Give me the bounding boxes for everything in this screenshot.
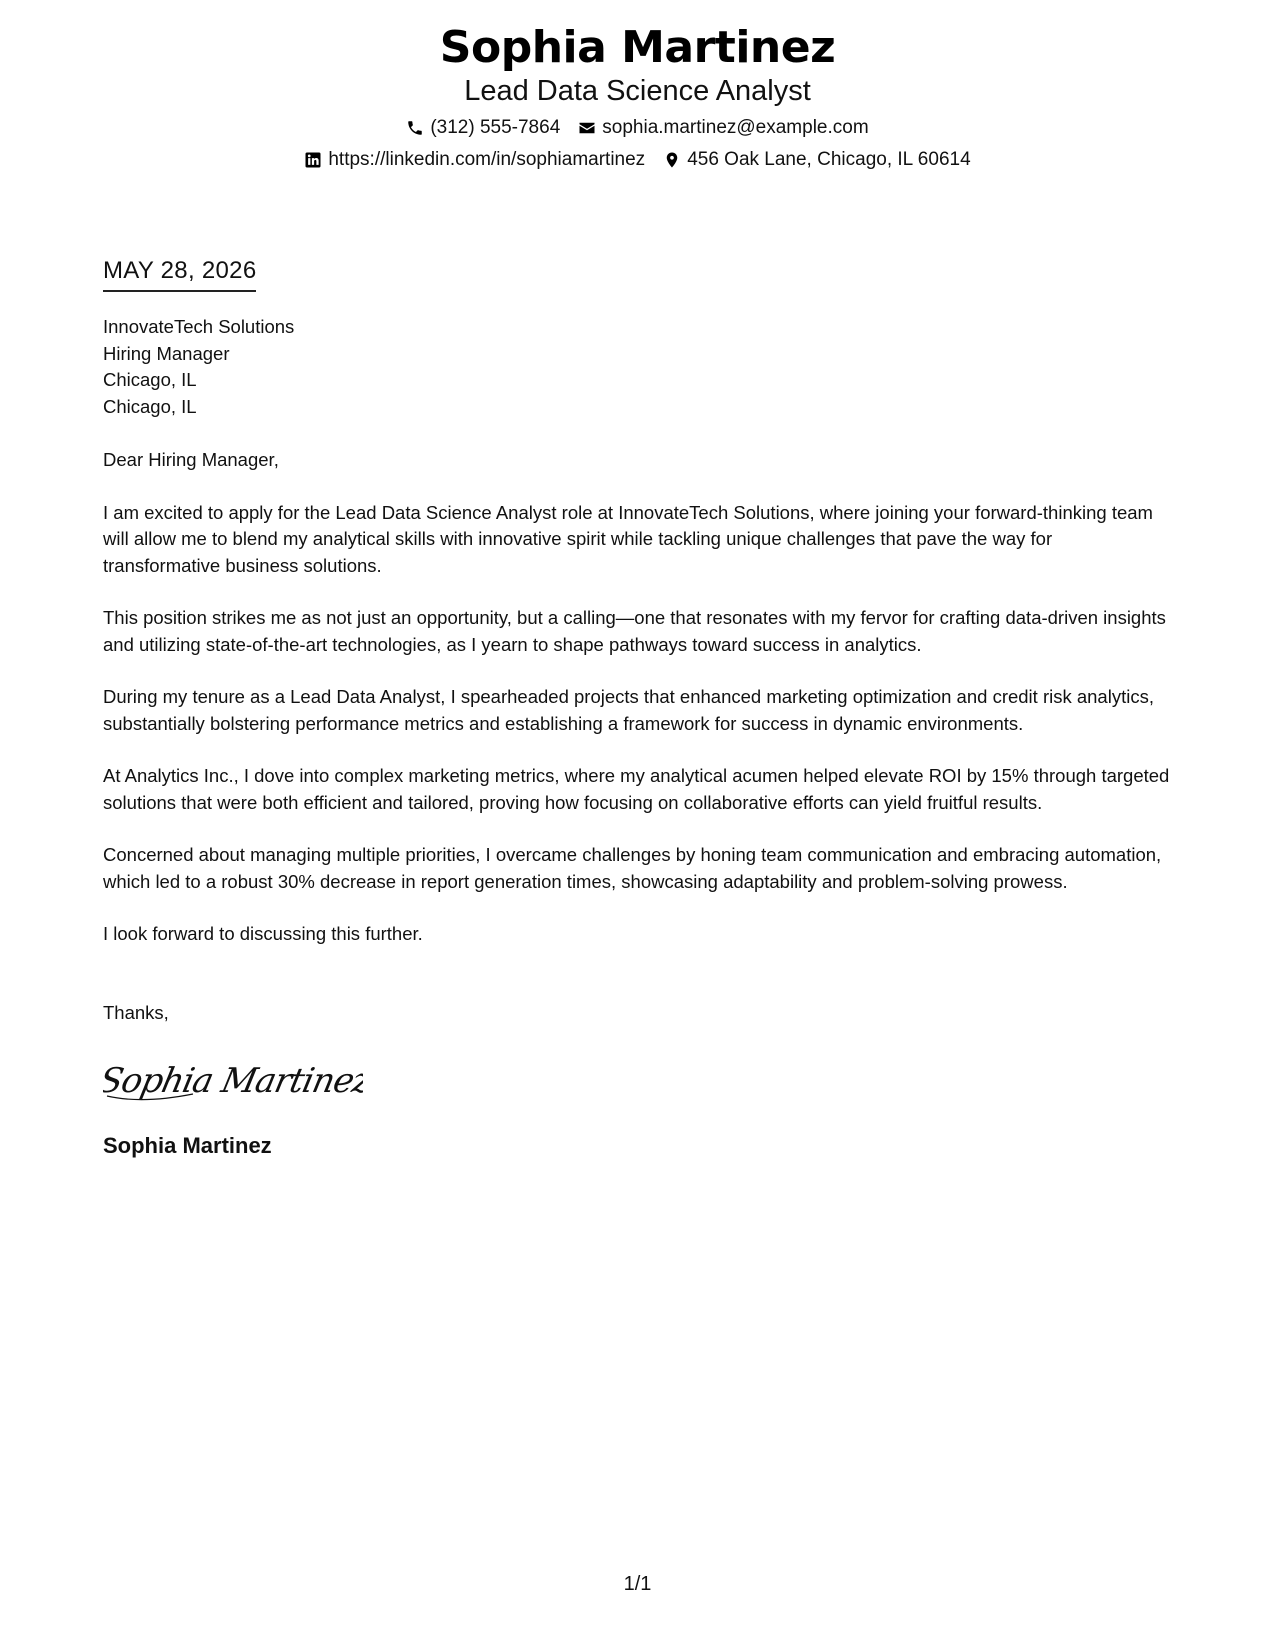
letter-header xyxy=(0,22,1275,172)
signer-name: Sophia Martinez xyxy=(103,1133,272,1158)
recipient-block xyxy=(103,314,1173,420)
recipient-company: InnovateTech Solutions xyxy=(103,316,295,337)
recipient-city: Chicago, IL xyxy=(103,395,197,417)
applicant-title: Lead Data Science Analyst xyxy=(464,75,811,107)
recipient-role: Hiring Manager xyxy=(103,342,230,364)
envelope-icon xyxy=(578,119,596,137)
linkedin-contact[interactable] xyxy=(304,148,645,172)
closing-line: I look forward to discussing this further. xyxy=(103,923,423,944)
map-pin-icon xyxy=(663,151,681,169)
phone-contact xyxy=(406,116,560,140)
linkedin-url[interactable]: https://linkedin.com/in/sophiamartinez xyxy=(328,149,646,170)
handwritten-signature xyxy=(103,1056,363,1106)
address-contact xyxy=(663,148,970,172)
body-paragraph: During my tenure as a Lead Data Analyst, I spearheaded projects that enhanced marketing optimization and credit risk analytics, substantially bolstering performance metrics and establishing a framework for success in dynamic environments. xyxy=(103,686,1154,734)
body-paragraph: I am excited to apply for the Lead Data Science Analyst role at InnovateTech Solutions, where joining your forward-thinking team will allow me to blend my analytical skills with innovative spirit while tackling unique challenges that pave the way for transformative business solutions. xyxy=(103,501,1153,576)
body-paragraph: Concerned about managing multiple priorities, I overcame challenges by honing team communication and embracing automation, which led to a robust 30% decrease in report generation times, showcasing adaptability and problem-solving prowess. xyxy=(103,844,1162,892)
phone-number: (312) 555-7864 xyxy=(430,117,561,138)
phone-icon xyxy=(406,119,424,137)
letter-body xyxy=(103,256,1173,1160)
salutation: Dear Hiring Manager, xyxy=(103,449,279,470)
contact-row-secondary xyxy=(0,148,1275,172)
email-address[interactable]: sophia.martinez@example.com xyxy=(602,117,869,138)
email-contact[interactable] xyxy=(578,116,868,140)
linkedin-icon xyxy=(304,151,322,169)
page-number: 1/1 xyxy=(623,1573,652,1595)
body-paragraph: At Analytics Inc., I dove into complex marketing metrics, where my analytical acumen helped elevate ROI by 15% through targeted solutions that were both efficient and tailored, proving how focusing on collaborative efforts can yield fruitful results. xyxy=(103,765,1170,813)
recipient-city: Chicago, IL xyxy=(103,369,197,390)
body-paragraph: This position strikes me as not just an opportunity, but a calling—one that resonates with my fervor for crafting data-driven insights and utilizing state-of-the-art technologies, as I yearn to shape pathways toward success in analytics. xyxy=(103,607,1166,655)
street-address: 456 Oak Lane, Chicago, IL 60614 xyxy=(687,149,971,170)
letter-date: MAY 28, 2026 xyxy=(103,256,256,292)
applicant-name: Sophia Martinez xyxy=(439,22,836,73)
sign-off: Thanks, xyxy=(103,1001,169,1023)
svg-text:Sophia Martinez: Sophia Martinez xyxy=(103,1061,363,1101)
contact-row-primary xyxy=(0,116,1275,140)
